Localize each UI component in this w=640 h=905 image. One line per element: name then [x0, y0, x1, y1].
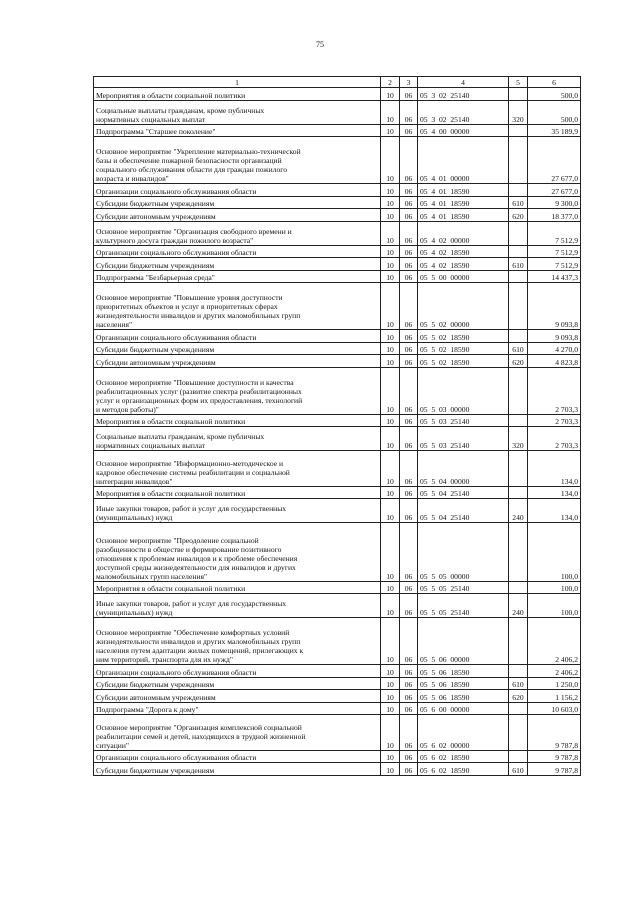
row-subsection: 06 — [400, 245, 418, 258]
row-expense-type — [509, 124, 528, 137]
row-amount: 2 406,2 — [528, 665, 581, 678]
row-name — [94, 414, 381, 427]
row-name-line: реабилитации семей и детей, находящихся в трудной жизненной — [96, 731, 306, 741]
row-subsection: 06 — [400, 581, 418, 594]
row-name — [94, 355, 381, 368]
table-row — [94, 88, 581, 101]
row-name-line: Мероприятия в области социальной политики — [96, 417, 246, 426]
row-name-line: социального обслуживания области для граждан пожилого — [96, 165, 288, 174]
row-name-line: Иные закупки товаров, работ и услуг для государственных — [96, 504, 287, 513]
row-name-line: Субсидии автономным учреждениям — [96, 357, 216, 367]
row-name — [94, 124, 381, 137]
row-expense-type: 320 — [509, 427, 528, 451]
row-expense-type: 240 — [509, 499, 528, 523]
row-name — [94, 618, 381, 665]
row-name — [94, 330, 381, 343]
table-row — [94, 270, 581, 283]
row-section: 10 — [381, 499, 400, 523]
row-section: 10 — [381, 750, 400, 763]
row-name-line: приоритетных объектов и услуг в приоритетных сферах — [96, 302, 278, 311]
row-name-line: Организации социального обслуживания области — [96, 248, 257, 257]
row-section: 10 — [381, 427, 400, 451]
row-name — [94, 342, 381, 355]
row-amount: 9 300,0 — [528, 196, 581, 209]
row-name — [94, 665, 381, 678]
row-name-line: возраста и инвалидов" — [96, 174, 169, 183]
table-row — [94, 367, 581, 414]
row-subsection: 06 — [400, 677, 418, 690]
row-expense-type — [509, 270, 528, 283]
row-name-line: Организации социального обслуживания области — [96, 332, 257, 342]
row-name-line: Иные закупки товаров, работ и услуг для государственных — [96, 599, 287, 608]
row-name — [94, 100, 381, 124]
row-amount: 35 189,9 — [528, 124, 581, 137]
row-name — [94, 137, 381, 184]
row-name — [94, 209, 381, 222]
row-section: 10 — [381, 665, 400, 678]
row-subsection: 06 — [400, 702, 418, 715]
row-expense-type — [509, 702, 528, 715]
row-name-line: жизнедеятельности инвалидов и других маломобильных групп — [96, 637, 301, 646]
row-name — [94, 245, 381, 258]
row-amount: 134,0 — [528, 499, 581, 523]
row-target-code: 05 6 00 00000 — [418, 702, 509, 715]
row-amount: 27 677,0 — [528, 184, 581, 197]
row-target-code: 05 4 01 18590 — [418, 184, 509, 197]
row-target-code: 05 4 01 18590 — [418, 196, 509, 209]
row-expense-type: 620 — [509, 355, 528, 368]
row-target-code: 05 5 03 25140 — [418, 427, 509, 451]
row-subsection: 06 — [400, 367, 418, 414]
table-row — [94, 677, 581, 690]
header-col-4: 4 — [418, 77, 509, 88]
row-target-code: 05 5 06 18590 — [418, 665, 509, 678]
row-expense-type: 620 — [509, 209, 528, 222]
row-name-line: Основное мероприятие "Обеспечение комфортных условий — [96, 628, 290, 637]
table-row — [94, 184, 581, 197]
row-expense-type — [509, 88, 528, 101]
row-expense-type — [509, 750, 528, 763]
row-section: 10 — [381, 451, 400, 487]
row-target-code: 05 5 02 18590 — [418, 355, 509, 368]
row-name-line: базы и обеспечение пожарной безопасности организаций — [96, 156, 282, 165]
header-col-3: 3 — [400, 77, 418, 88]
row-target-code: 05 5 02 18590 — [418, 330, 509, 343]
row-target-code: 05 6 02 18590 — [418, 750, 509, 763]
row-name — [94, 367, 381, 414]
row-subsection: 06 — [400, 523, 418, 582]
row-name — [94, 88, 381, 101]
row-name-line: маломобильных групп населения" — [96, 571, 208, 581]
row-expense-type: 320 — [509, 100, 528, 124]
row-target-code: 05 4 02 18590 — [418, 258, 509, 271]
row-section: 10 — [381, 702, 400, 715]
row-subsection: 06 — [400, 221, 418, 245]
row-subsection: 06 — [400, 427, 418, 451]
row-amount: 9 093,8 — [528, 330, 581, 343]
row-amount: 2 703,3 — [528, 414, 581, 427]
row-section: 10 — [381, 221, 400, 245]
row-name-line: доступной среды жизнедеятельности для инвалидов и других — [96, 562, 296, 572]
table-row — [94, 665, 581, 678]
row-name-line: Основное мероприятие "Организация свободного времени и — [96, 226, 292, 236]
row-expense-type: 240 — [509, 594, 528, 618]
row-name — [94, 690, 381, 703]
table-row — [94, 342, 581, 355]
row-subsection: 06 — [400, 258, 418, 271]
row-name — [94, 763, 381, 776]
row-section: 10 — [381, 690, 400, 703]
row-expense-type — [509, 451, 528, 487]
row-section: 10 — [381, 677, 400, 690]
row-amount: 4 270,0 — [528, 342, 581, 355]
table-row — [94, 581, 581, 594]
row-name-line: Социальные выплаты гражданам, кроме публичных — [96, 105, 265, 115]
row-expense-type: 610 — [509, 342, 528, 355]
row-amount: 500,0 — [528, 100, 581, 124]
row-expense-type: 620 — [509, 690, 528, 703]
row-name-line: Основное мероприятие "Повышение уровня доступности — [96, 293, 283, 302]
row-subsection: 06 — [400, 750, 418, 763]
row-subsection: 06 — [400, 196, 418, 209]
row-target-code: 05 6 02 18590 — [418, 763, 509, 776]
table-row — [94, 124, 581, 137]
table-row — [94, 414, 581, 427]
row-name-line: Подпрограмма "Старшее поколение" — [96, 127, 216, 136]
row-name-line: Субсидии бюджетным учреждениям — [96, 680, 215, 689]
row-name-line: Мероприятия в области социальной политики — [96, 584, 246, 593]
row-amount: 9 093,8 — [528, 283, 581, 330]
row-section: 10 — [381, 618, 400, 665]
row-target-code: 05 5 03 00000 — [418, 367, 509, 414]
row-amount: 14 437,3 — [528, 270, 581, 283]
row-name-line: Организации социального обслуживания области — [96, 667, 257, 677]
row-name — [94, 486, 381, 499]
row-amount: 2 703,3 — [528, 367, 581, 414]
row-name — [94, 581, 381, 594]
row-target-code: 05 3 02 25140 — [418, 100, 509, 124]
row-amount: 100,0 — [528, 594, 581, 618]
table-row — [94, 100, 581, 124]
row-section: 10 — [381, 523, 400, 582]
row-name — [94, 270, 381, 283]
row-name — [94, 523, 381, 582]
row-section: 10 — [381, 245, 400, 258]
row-name-line: Мероприятия в области социальной политики — [96, 489, 246, 498]
budget-table — [93, 76, 581, 776]
row-amount: 1 250,0 — [528, 677, 581, 690]
row-name — [94, 221, 381, 245]
header-col-2: 2 — [381, 77, 400, 88]
row-section: 10 — [381, 581, 400, 594]
row-name-line: Основное мероприятие "Повышение доступности и качества — [96, 377, 294, 387]
row-target-code: 05 5 06 18590 — [418, 677, 509, 690]
row-expense-type: 610 — [509, 258, 528, 271]
table-row — [94, 451, 581, 487]
row-section: 10 — [381, 88, 400, 101]
row-name — [94, 283, 381, 330]
row-name — [94, 499, 381, 523]
row-target-code: 05 4 02 00000 — [418, 221, 509, 245]
row-amount: 7 512,9 — [528, 221, 581, 245]
row-subsection: 06 — [400, 100, 418, 124]
row-section: 10 — [381, 270, 400, 283]
row-expense-type — [509, 665, 528, 678]
table-row — [94, 499, 581, 523]
row-amount: 2 406,2 — [528, 618, 581, 665]
row-name-line: Организации социального обслуживания области — [96, 186, 257, 196]
row-subsection: 06 — [400, 330, 418, 343]
row-name-line: Подпрограмма "Дорога к дому" — [96, 705, 199, 714]
row-expense-type — [509, 486, 528, 499]
table-row — [94, 209, 581, 222]
row-name-line: разобщенности в обществе и формирование позитивного — [96, 544, 282, 554]
table-row — [94, 355, 581, 368]
row-target-code: 05 5 05 00000 — [418, 523, 509, 582]
header-col-5: 5 — [509, 77, 528, 88]
table-row — [94, 427, 581, 451]
row-name-line: Субсидии бюджетным учреждениям — [96, 260, 215, 270]
table-row — [94, 283, 581, 330]
row-target-code: 05 5 04 00000 — [418, 451, 509, 487]
table-row — [94, 618, 581, 665]
row-subsection: 06 — [400, 499, 418, 523]
table-row — [94, 330, 581, 343]
row-amount: 27 677,0 — [528, 137, 581, 184]
row-expense-type — [509, 283, 528, 330]
row-amount: 2 703,3 — [528, 427, 581, 451]
row-section: 10 — [381, 283, 400, 330]
row-expense-type — [509, 414, 528, 427]
row-amount: 9 787,8 — [528, 715, 581, 751]
table-row — [94, 245, 581, 258]
row-section: 10 — [381, 342, 400, 355]
row-name — [94, 451, 381, 487]
row-name-line: ним территорий, транспорта для их нужд" — [96, 655, 233, 664]
row-subsection: 06 — [400, 124, 418, 137]
row-section: 10 — [381, 594, 400, 618]
table-row — [94, 750, 581, 763]
row-name-line: Основное мероприятие "Укрепление материально-технической — [96, 147, 301, 156]
row-expense-type — [509, 367, 528, 414]
table-row — [94, 137, 581, 184]
row-subsection: 06 — [400, 665, 418, 678]
row-subsection: 06 — [400, 342, 418, 355]
row-name — [94, 702, 381, 715]
row-section: 10 — [381, 367, 400, 414]
row-target-code: 05 5 02 18590 — [418, 342, 509, 355]
table-header-row — [94, 77, 581, 88]
row-section: 10 — [381, 184, 400, 197]
row-section: 10 — [381, 209, 400, 222]
row-subsection: 06 — [400, 763, 418, 776]
row-subsection: 06 — [400, 715, 418, 751]
row-subsection: 06 — [400, 88, 418, 101]
table-row — [94, 196, 581, 209]
row-name-line: Подпрограмма "Безбарьерная среда" — [96, 273, 215, 282]
row-name-line: (муниципальных) нужд — [96, 608, 173, 617]
row-amount: 134,0 — [528, 486, 581, 499]
row-name-line: населения путем адаптации жилых помещений, прилегающих к — [96, 646, 304, 655]
page-number: 75 — [316, 40, 324, 49]
row-target-code: 05 5 04 25140 — [418, 486, 509, 499]
row-target-code: 05 4 00 00000 — [418, 124, 509, 137]
row-amount: 7 512,9 — [528, 258, 581, 271]
row-subsection: 06 — [400, 184, 418, 197]
row-amount: 18 377,0 — [528, 209, 581, 222]
row-section: 10 — [381, 763, 400, 776]
row-expense-type — [509, 330, 528, 343]
row-target-code: 05 5 03 25140 — [418, 414, 509, 427]
row-expense-type — [509, 523, 528, 582]
row-target-code: 05 5 02 00000 — [418, 283, 509, 330]
row-subsection: 06 — [400, 209, 418, 222]
row-name — [94, 196, 381, 209]
row-target-code: 05 5 00 00000 — [418, 270, 509, 283]
row-name — [94, 750, 381, 763]
row-subsection: 06 — [400, 137, 418, 184]
row-name — [94, 594, 381, 618]
row-amount: 1 156,2 — [528, 690, 581, 703]
row-expense-type — [509, 245, 528, 258]
row-subsection: 06 — [400, 618, 418, 665]
row-subsection: 06 — [400, 486, 418, 499]
row-expense-type — [509, 581, 528, 594]
row-section: 10 — [381, 486, 400, 499]
row-expense-type — [509, 221, 528, 245]
header-col-6: 6 — [528, 77, 581, 88]
row-expense-type: 610 — [509, 196, 528, 209]
row-name-line: услуг и организационных форм их предоставления, технологий — [96, 395, 303, 405]
row-amount: 100,0 — [528, 523, 581, 582]
row-name-line: Субсидии бюджетным учреждениям — [96, 345, 215, 354]
row-subsection: 06 — [400, 451, 418, 487]
table-row — [94, 221, 581, 245]
row-expense-type: 610 — [509, 763, 528, 776]
row-amount: 10 603,0 — [528, 702, 581, 715]
row-name-line: реабилитационных услуг (развитие спектра реабилитационных — [96, 386, 302, 396]
table-row — [94, 763, 581, 776]
row-amount: 134,0 — [528, 451, 581, 487]
row-name-line: Субсидии автономным учреждениям — [96, 692, 216, 702]
row-name-line: Основное мероприятие "Преодоление социальной — [96, 535, 259, 545]
row-subsection: 06 — [400, 594, 418, 618]
row-name-line: Социальные выплаты гражданам, кроме публичных — [96, 432, 265, 441]
table-row — [94, 702, 581, 715]
header-col-1: 1 — [94, 77, 381, 88]
row-name-line: и методов работы)" — [96, 404, 159, 414]
row-name-line: (муниципальных) нужд — [96, 513, 173, 522]
row-name-line: населения" — [96, 320, 133, 329]
row-target-code: 05 5 05 25140 — [418, 594, 509, 618]
row-target-code: 05 3 02 25140 — [418, 88, 509, 101]
row-target-code: 05 5 05 25140 — [418, 581, 509, 594]
row-expense-type — [509, 618, 528, 665]
row-target-code: 05 5 06 00000 — [418, 618, 509, 665]
row-expense-type — [509, 184, 528, 197]
row-name — [94, 258, 381, 271]
row-name-line: Субсидии автономным учреждениям — [96, 211, 216, 221]
row-target-code: 05 6 02 00000 — [418, 715, 509, 751]
table-row — [94, 594, 581, 618]
table-row — [94, 486, 581, 499]
row-name-line: нормативных социальных выплат — [96, 441, 206, 450]
row-section: 10 — [381, 330, 400, 343]
row-section: 10 — [381, 196, 400, 209]
row-expense-type — [509, 715, 528, 751]
row-section: 10 — [381, 100, 400, 124]
row-name-line: интеграции инвалидов" — [96, 476, 173, 486]
row-amount: 4 823,8 — [528, 355, 581, 368]
row-name-line: Субсидии бюджетным учреждениям — [96, 765, 215, 775]
row-target-code: 05 4 01 00000 — [418, 137, 509, 184]
row-target-code: 05 4 02 18590 — [418, 245, 509, 258]
row-subsection: 06 — [400, 283, 418, 330]
row-amount: 9 787,8 — [528, 750, 581, 763]
row-name-line: кадровое обеспечение системы реабилитации и социальной — [96, 467, 290, 477]
row-amount: 100,0 — [528, 581, 581, 594]
row-amount: 7 512,9 — [528, 245, 581, 258]
row-name-line: Мероприятия в области социальной политики — [96, 90, 246, 100]
row-name-line: культурного досуга граждан пожилого возраста" — [96, 235, 254, 245]
row-target-code: 05 4 01 18590 — [418, 209, 509, 222]
row-name-line: Основное мероприятие "Организация комплексной социальной — [96, 722, 302, 732]
row-target-code: 05 5 04 25140 — [418, 499, 509, 523]
table-row — [94, 690, 581, 703]
row-subsection: 06 — [400, 355, 418, 368]
row-section: 10 — [381, 258, 400, 271]
row-name — [94, 427, 381, 451]
row-expense-type: 610 — [509, 677, 528, 690]
row-section: 10 — [381, 355, 400, 368]
table-row — [94, 523, 581, 582]
row-target-code: 05 5 06 18590 — [418, 690, 509, 703]
row-name — [94, 677, 381, 690]
row-section: 10 — [381, 715, 400, 751]
row-section: 10 — [381, 124, 400, 137]
row-expense-type — [509, 137, 528, 184]
row-name-line: Организации социального обслуживания области — [96, 753, 257, 762]
row-subsection: 06 — [400, 414, 418, 427]
row-name-line: ситуации" — [96, 740, 130, 750]
table-row — [94, 715, 581, 751]
row-subsection: 06 — [400, 270, 418, 283]
row-name — [94, 184, 381, 197]
row-name-line: Основное мероприятие "Информационно-методическое и — [96, 458, 284, 468]
row-name-line: жизнедеятельности инвалидов и других маломобильных групп — [96, 311, 301, 320]
row-amount: 9 787,8 — [528, 763, 581, 776]
row-amount: 500,0 — [528, 88, 581, 101]
row-name-line: Субсидии бюджетным учреждениям — [96, 199, 215, 208]
row-name-line: нормативных социальных выплат — [96, 114, 206, 124]
table-row — [94, 258, 581, 271]
row-subsection: 06 — [400, 690, 418, 703]
row-section: 10 — [381, 137, 400, 184]
row-name-line: отношения к проблемам инвалидов и к проблеме обеспечения — [96, 553, 298, 563]
row-name — [94, 715, 381, 751]
row-section: 10 — [381, 414, 400, 427]
